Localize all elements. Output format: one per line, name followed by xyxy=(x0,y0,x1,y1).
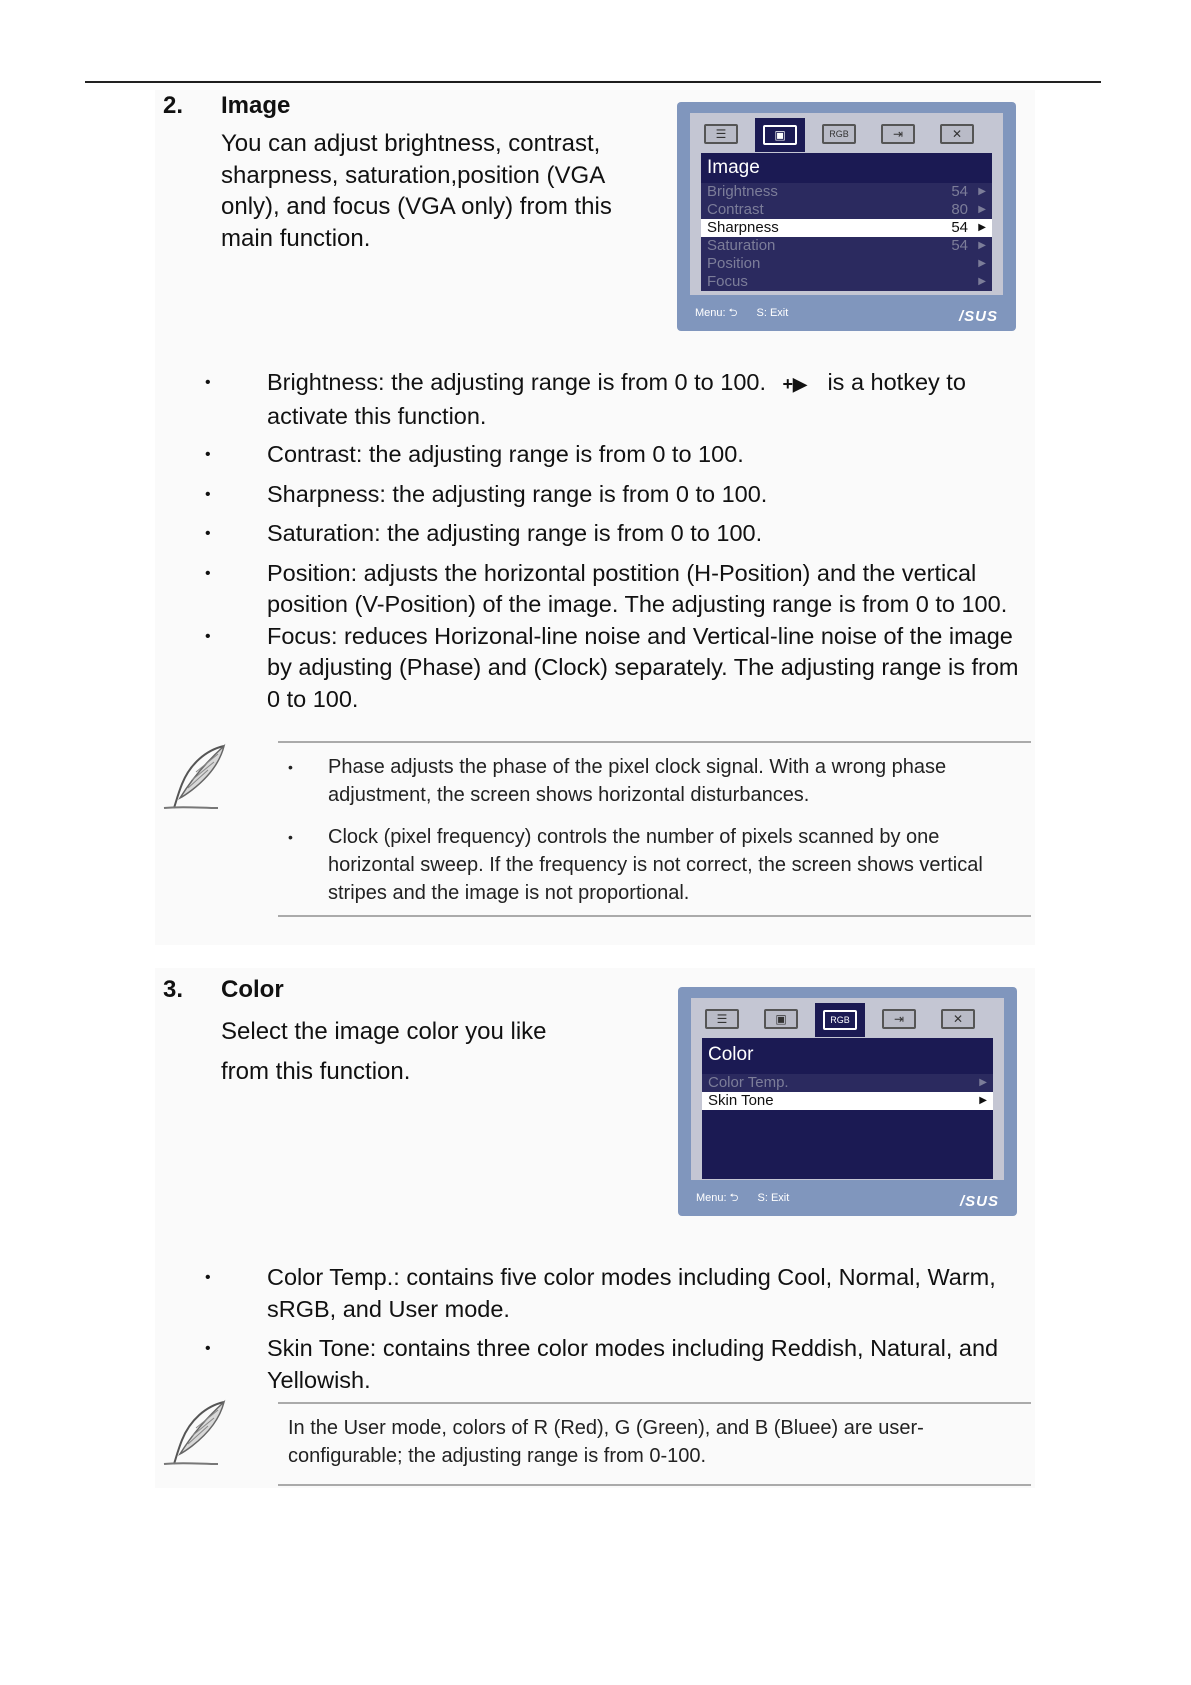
bullet-dot: • xyxy=(205,1340,211,1357)
osd-tab-splendid[interactable] xyxy=(696,120,746,148)
bullet-dot: • xyxy=(205,1269,211,1286)
arrow-right-icon: ▶ xyxy=(978,240,986,251)
osd-row-saturation[interactable] xyxy=(701,237,992,255)
osd-screen xyxy=(702,1038,993,1179)
osd-row-value: 54 xyxy=(951,219,968,236)
osd-tab-setup[interactable] xyxy=(933,1005,983,1033)
bullet-dot: • xyxy=(288,759,293,775)
bullet-dot: • xyxy=(205,525,211,542)
bullet-text: Focus: reduces Horizonal-line noise and Vertical-line noise of the image by adjusting (Phase) and (Clock) separately. The adjusting range is from 0 to 100. xyxy=(267,622,1019,712)
sliders-icon: ☰ xyxy=(705,1009,739,1029)
tools-icon: ✕ xyxy=(940,124,974,144)
arrow-right-icon: ▶ xyxy=(978,222,986,233)
section-2-title: Image xyxy=(221,92,291,119)
osd-footer-exit: S: Exit xyxy=(756,307,789,319)
osd-tab-color[interactable] xyxy=(815,1003,865,1037)
osd-row-position[interactable] xyxy=(701,255,992,273)
osd-row-label: Position xyxy=(707,255,761,272)
osd-row-label: Contrast xyxy=(707,201,764,218)
bullet-dot: • xyxy=(288,829,293,845)
osd-tab-input[interactable] xyxy=(873,120,923,148)
bullet-contrast xyxy=(205,439,1035,471)
bullet-text: Brightness: the adjusting range is from 0 to 100. xyxy=(267,369,773,395)
osd-footer-menu: Menu: ⮌ xyxy=(696,1192,739,1204)
input-select-icon: ⇥ xyxy=(882,1009,916,1029)
osd-tab-image[interactable] xyxy=(755,118,805,152)
bullet-text: Position: adjusts the horizontal postition (H-Position) and the vertical position (V-Position) of the image. The adjusting range is from 0 to 100. xyxy=(267,559,1008,617)
note-phase xyxy=(278,753,1031,809)
osd-footer-menu: Menu: ⮌ xyxy=(695,307,738,319)
note-text: Phase adjusts the phase of the pixel clock signal. With a wrong phase adjustment, the screen shows horizontal disturbances. xyxy=(328,756,947,806)
asus-logo: /SUS xyxy=(959,1193,999,1210)
bullet-text: Saturation: the adjusting range is from 0 to 100. xyxy=(267,520,763,546)
section-2-number: 2. xyxy=(163,92,184,119)
osd-menu-title: Image xyxy=(707,157,760,178)
focus-note-box xyxy=(278,741,1031,917)
bullet-text: Contrast: the adjusting range is from 0 to 100. xyxy=(267,441,744,467)
note-clock xyxy=(278,823,1031,907)
picture-icon: ▣ xyxy=(763,125,797,145)
tools-icon: ✕ xyxy=(941,1009,975,1029)
arrow-right-icon: ▶ xyxy=(978,204,986,215)
bullet-dot: • xyxy=(205,627,211,645)
bullet-sharpness xyxy=(205,479,1035,511)
osd-row-focus[interactable] xyxy=(701,273,992,291)
section-3-title: Color xyxy=(221,976,284,1003)
osd-tab-setup[interactable] xyxy=(932,120,982,148)
bullet-brightness xyxy=(205,367,1035,432)
osd-color-menu xyxy=(678,987,1017,1216)
osd-row-label: Brightness xyxy=(707,183,778,200)
hotkey-icon: +▶ xyxy=(782,374,807,394)
section-3-number: 3. xyxy=(163,976,184,1003)
arrow-right-icon: ▶ xyxy=(979,1095,987,1106)
arrow-right-icon: ▶ xyxy=(979,1077,987,1088)
osd-tab-bar xyxy=(696,120,997,150)
note-text: Clock (pixel frequency) controls the number of pixels scanned by one horizontal sweep. If the frequency is not correct, the screen shows vertical stripes and the image is not proportional. xyxy=(328,826,983,904)
osd-row-sharpness[interactable] xyxy=(701,219,992,237)
header-rule xyxy=(85,81,1101,83)
arrow-right-icon: ▶ xyxy=(978,186,986,197)
osd-menu-title: Color xyxy=(708,1044,754,1065)
osd-inner-panel xyxy=(691,998,1004,1180)
osd-tab-splendid[interactable] xyxy=(697,1005,747,1033)
osd-row-label: Saturation xyxy=(707,237,776,254)
image-function-list xyxy=(205,367,1035,715)
osd-row-label: Color Temp. xyxy=(708,1074,789,1091)
asus-logo: /SUS xyxy=(958,308,998,325)
osd-tab-input[interactable] xyxy=(874,1005,924,1033)
bullet-text: Color Temp.: contains five color modes including Cool, Normal, Warm, sRGB, and User mode. xyxy=(267,1264,996,1322)
osd-row-label: Focus xyxy=(707,273,748,290)
bullet-text: Sharpness: the adjusting range is from 0 to 100. xyxy=(267,480,768,507)
osd-screen xyxy=(701,153,992,290)
input-select-icon: ⇥ xyxy=(881,124,915,144)
bullet-text: Skin Tone: contains three color modes including Reddish, Natural, and Yellowish. xyxy=(267,1335,999,1393)
osd-tab-image[interactable] xyxy=(756,1005,806,1033)
user-mode-note-box xyxy=(278,1402,1031,1486)
arrow-right-icon: ▶ xyxy=(978,258,986,269)
osd-footer xyxy=(696,1189,805,1208)
osd-tab-bar xyxy=(697,1005,998,1035)
osd-row-label: Sharpness xyxy=(707,219,779,236)
osd-row-value: 54 xyxy=(951,237,968,254)
note-text: In the User mode, colors of R (Red), G (Green), and B (Bluee) are user-configurable; the adjusting range is from 0-100. xyxy=(288,1417,924,1467)
section-3-description: Select the image color you like from this function. xyxy=(221,1018,547,1085)
arrow-right-icon: ▶ xyxy=(978,276,986,287)
bullet-color-temp xyxy=(205,1262,1035,1325)
bullet-dot: • xyxy=(205,485,211,503)
bullet-focus xyxy=(205,621,1035,716)
osd-row-brightness[interactable] xyxy=(701,183,992,201)
osd-row-skin-tone[interactable] xyxy=(702,1092,993,1110)
osd-row-label: Skin Tone xyxy=(708,1092,774,1109)
note-feather-icon xyxy=(162,742,234,812)
bullet-saturation xyxy=(205,518,1035,550)
osd-footer xyxy=(695,304,804,323)
section-2-description: You can adjust brightness, contrast, sharpness, saturation,position (VGA only), and focus (VGA only) from this main function. xyxy=(221,130,612,252)
bullet-dot: • xyxy=(205,564,211,582)
picture-icon: ▣ xyxy=(764,1009,798,1029)
bullet-text: is a hotkey to activate this function. xyxy=(267,369,966,429)
osd-row-value: 80 xyxy=(951,201,968,218)
osd-inner-panel xyxy=(690,113,1003,295)
sliders-icon: ☰ xyxy=(704,124,738,144)
osd-row-contrast[interactable] xyxy=(701,201,992,219)
osd-footer-exit: S: Exit xyxy=(757,1192,790,1204)
color-function-list xyxy=(205,1262,1035,1396)
osd-row-value: 54 xyxy=(951,183,968,200)
note-feather-icon xyxy=(162,1398,234,1468)
bullet-position xyxy=(205,558,1035,621)
rgb-icon: RGB xyxy=(823,1010,857,1030)
bullet-dot: • xyxy=(205,374,211,391)
osd-tab-color[interactable] xyxy=(814,120,864,148)
osd-image-menu xyxy=(677,102,1016,331)
bullet-skin-tone xyxy=(205,1333,1035,1396)
rgb-icon: RGB xyxy=(822,124,856,144)
bullet-dot: • xyxy=(205,446,211,463)
osd-row-color-temp[interactable] xyxy=(702,1074,993,1092)
